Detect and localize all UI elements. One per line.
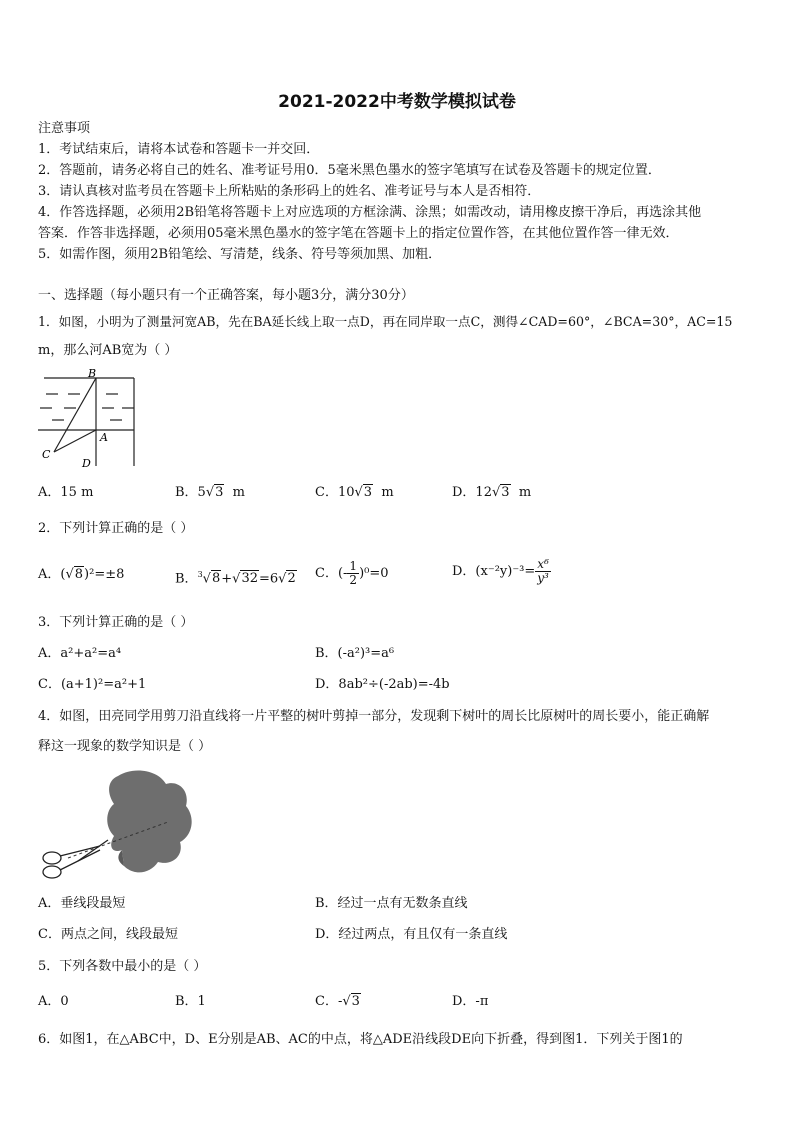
fig-label-d: D (82, 457, 91, 470)
q2-option-b[interactable]: B．$^3$√8+√32=6√2 (175, 570, 296, 587)
q5-option-d[interactable]: D．-π (452, 994, 489, 1009)
q1-option-c[interactable]: C．10√3 m (315, 485, 394, 500)
question-4-stem: 4．如图，田亮同学用剪刀沿直线将一片平整的树叶剪掉一部分，发现剩下树叶的周长比原树叶的周长要小，能正确解 (38, 709, 710, 724)
q4-option-b[interactable]: B．经过一点有无数条直线 (315, 896, 468, 911)
q5-option-a[interactable]: A．0 (38, 994, 69, 1009)
leaf-scissors-figure (38, 762, 198, 884)
river-figure (36, 368, 138, 470)
q1-option-a[interactable]: A．15 m (38, 485, 94, 500)
question-3-stem: 3．下列计算正确的是（ ） (38, 615, 194, 630)
q2-option-a[interactable]: A．(√8)²=±8 (38, 567, 125, 582)
fig-label-c: C (42, 448, 51, 461)
q3-option-a[interactable]: A．a²+a²=a⁴ (38, 646, 122, 661)
fig-label-b: B (88, 368, 97, 380)
page-title: 2021-2022中考数学模拟试卷 (278, 92, 516, 112)
notice-item: 3．请认真核对监考员在答题卡上所粘贴的条形码上的姓名、准考证号与本人是否相符． (38, 184, 541, 199)
notice-item: 5．如需作图，须用2B铅笔绘、写清楚，线条、符号等须加黑、加粗． (38, 247, 442, 262)
question-4-stem-cont: 释这一现象的数学知识是（ ） (38, 739, 212, 754)
q5-option-c[interactable]: C．-√3 (315, 994, 360, 1009)
q2-option-c[interactable]: C．(- $\frac{1}{2}$ )⁰=0 (315, 559, 389, 587)
q1-option-d[interactable]: D．12√3 m (452, 485, 532, 500)
notice-heading: 注意事项 (38, 121, 91, 136)
question-5-stem: 5．下列各数中最小的是（ ） (38, 959, 207, 974)
fig-label-a: A (100, 431, 108, 444)
question-2-stem: 2．下列计算正确的是（ ） (38, 521, 194, 536)
q3-option-b[interactable]: B．(-a²)³=a⁶ (315, 646, 395, 661)
notice-item: 1．考试结束后，请将本试卷和答题卡一并交回． (38, 142, 320, 157)
notice-item: 答案．作答非选择题，必须用05毫米黑色墨水的签字笔在答题卡上的指定位置作答，在其他位置作答一律无效． (38, 226, 679, 241)
question-1-stem: 1．如图，小明为了测量河宽AB，先在BA延长线上取一点D，再在同岸取一点C，测得∠CAD=60°，∠BCA=30°，AC=15 (38, 314, 733, 329)
q4-option-d[interactable]: D．经过两点，有且仅有一条直线 (315, 927, 508, 942)
q5-option-b[interactable]: B．1 (175, 994, 206, 1009)
notice-item: 4．作答选择题，必须用2B铅笔将答题卡上对应选项的方框涂满、涂黑；如需改动，请用橡皮擦干净后，再选涂其他 (38, 205, 702, 220)
notice-item: 2．答题前，请务必将自己的姓名、准考证号用0．5毫米黑色墨水的签字笔填写在试卷及答题卡的规定位置． (38, 163, 661, 178)
q2-option-d[interactable]: D．(x⁻²y)⁻³= $\frac{\text{x⁶}}{\text{y³}}$ (452, 557, 549, 585)
question-1-stem-cont: m，那么河AB宽为（ ） (38, 343, 178, 358)
q3-option-d[interactable]: D．8ab²÷(-2ab)=-4b (315, 677, 450, 692)
q3-option-c[interactable]: C．(a+1)²=a²+1 (38, 677, 147, 692)
q4-option-a[interactable]: A．垂线段最短 (38, 896, 126, 911)
question-6-stem: 6．如图1，在△ABC中，D、E分别是AB、AC的中点，将△ADE沿线段DE向下折叠，得到图1．下列关于图1的 (38, 1032, 683, 1047)
q1-option-b[interactable]: B．5√3 m (175, 485, 245, 500)
section-heading: 一、选择题（每小题只有一个正确答案，每小题3分，满分30分） (38, 288, 414, 303)
q4-option-c[interactable]: C．两点之间，线段最短 (38, 927, 178, 942)
